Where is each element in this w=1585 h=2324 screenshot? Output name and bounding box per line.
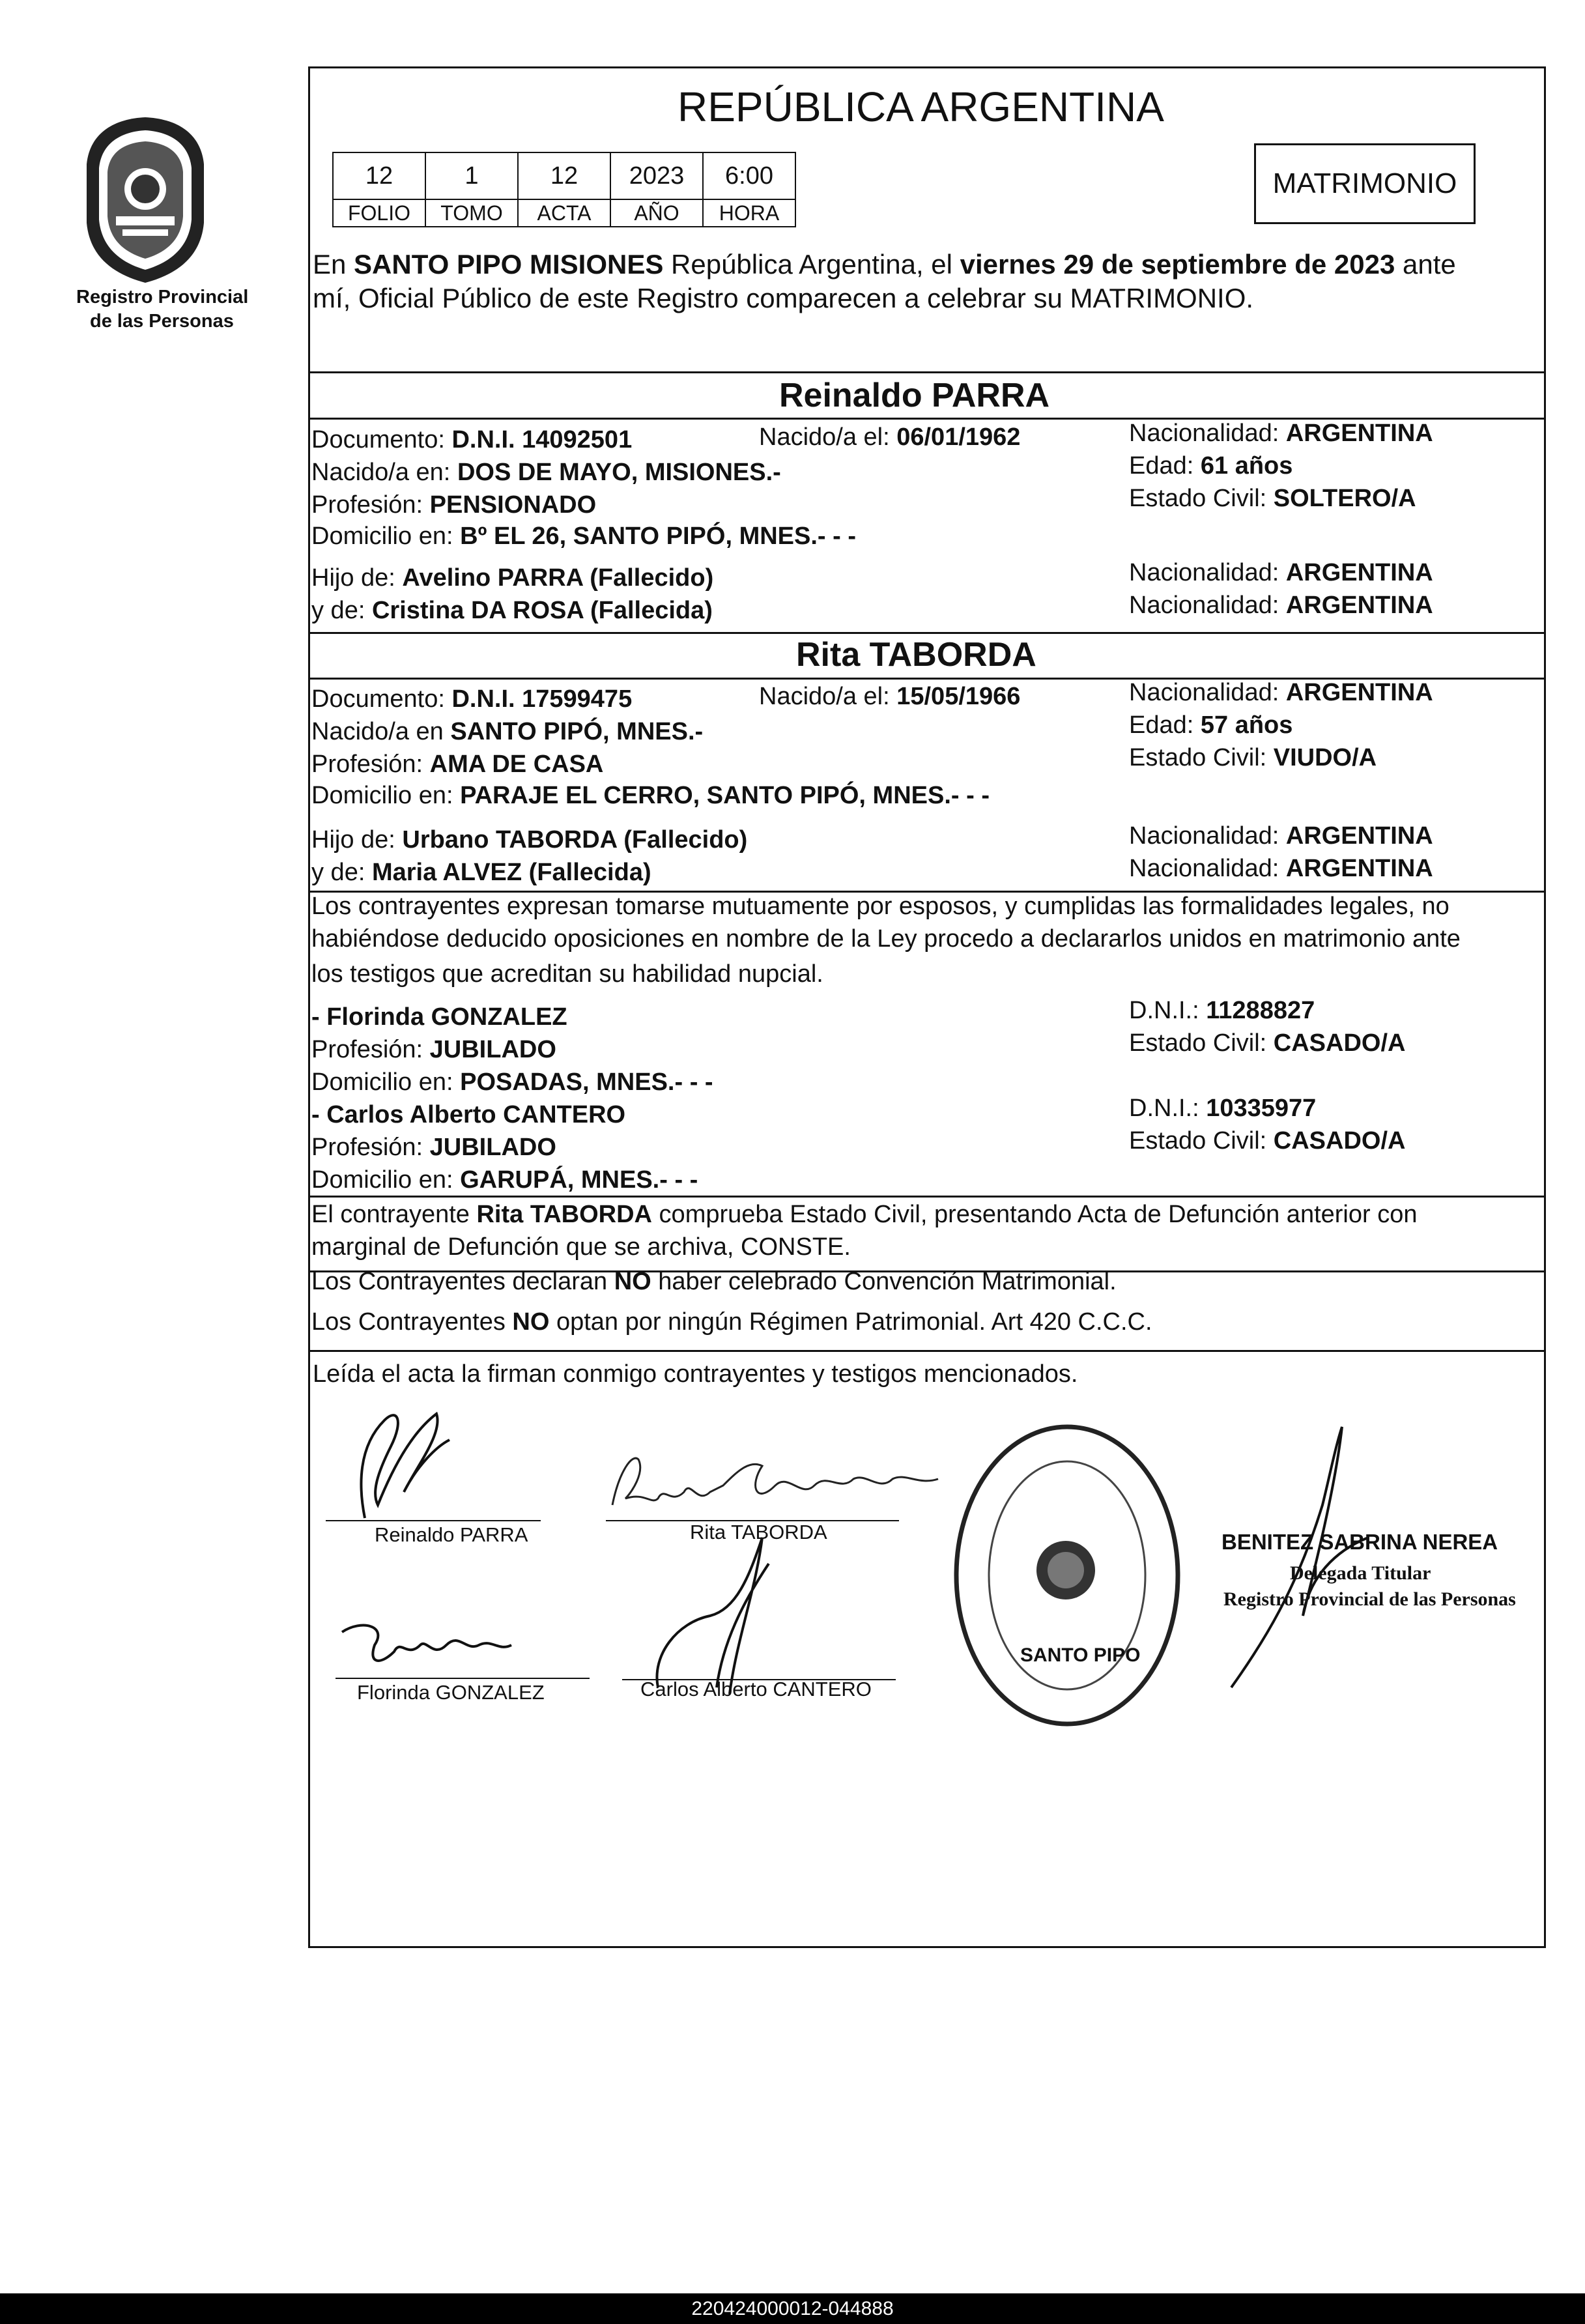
civil-value: CASADO/A: [1273, 1127, 1406, 1155]
registry-stamp-icon: [950, 1419, 1184, 1732]
spouse1-nac: [1129, 420, 1433, 448]
nac-label: Nacionalidad:: [1129, 420, 1279, 447]
spouse2-place: [311, 718, 703, 747]
civil-value: SOLTERO/A: [1273, 485, 1416, 512]
mother-value: Maria ALVEZ (Fallecida): [371, 859, 651, 886]
intro-date: viernes 29 de septiembre de 2023: [960, 249, 1395, 280]
regime-no: NO: [512, 1308, 550, 1336]
page-title: REPÚBLICA ARGENTINA: [678, 83, 1164, 130]
spouse2-age: [1129, 711, 1292, 740]
place-value: DOS DE MAYO, MISIONES.-: [457, 459, 781, 486]
spouse2-civil: [1129, 744, 1377, 773]
regime-line2: [311, 1308, 1152, 1337]
folio-label: FOLIO: [333, 199, 425, 227]
divider-closing: [310, 1350, 1544, 1352]
place-label: Nacido/a en: [311, 718, 444, 745]
intro-place: SANTO PIPO MISIONES: [354, 249, 664, 280]
note-text-a: El contrayente: [311, 1201, 477, 1228]
mother-value: Cristina DA ROSA (Fallecida): [371, 597, 713, 624]
witness2-dom: [311, 1166, 698, 1195]
spouse2-nac: [1129, 679, 1433, 708]
note-name: Rita TABORDA: [476, 1201, 652, 1228]
age-value: 61 años: [1200, 452, 1293, 480]
intro-line2: mí, Oficial Público de este Registro comparecen a celebrar su MATRIMONIO.: [313, 283, 1254, 313]
born-value: 06/01/1962: [896, 423, 1021, 451]
nac-value: ARGENTINA: [1285, 855, 1433, 882]
declaration-line1: Los contrayentes expresan tomarse mutuamente por esposos, y cumplidas las formalidades legales, no: [311, 893, 1449, 920]
civil-label: Estado Civil:: [1129, 485, 1267, 512]
logo-caption-line1: Registro Provincial: [76, 287, 249, 308]
note-line2: marginal de Defunción que se archiva, CONSTE.: [311, 1233, 851, 1261]
nac-value: ARGENTINA: [1285, 822, 1433, 850]
acta-label: ACTA: [518, 199, 610, 227]
province-seal-icon: [77, 112, 214, 288]
civil-label: Estado Civil:: [1129, 1127, 1267, 1155]
prof-value: AMA DE CASA: [429, 751, 604, 778]
official-org: Registro Provincial de las Personas: [1223, 1588, 1516, 1610]
doc-label: Documento:: [311, 685, 445, 713]
witness2-name: - Carlos Alberto CANTERO: [311, 1101, 626, 1128]
doc-label: Documento:: [311, 426, 445, 453]
mother-label: y de:: [311, 597, 365, 624]
dom-value: Bº EL 26, SANTO PIPÓ, MNES.- - -: [460, 523, 857, 550]
divider-spouse2: [310, 632, 1544, 634]
anio-label: AÑO: [610, 199, 703, 227]
regime-text-d: optan por ningún Régimen Patrimonial. Art 420 C.C.C.: [549, 1308, 1152, 1336]
stamp-place: SANTO PIPO: [1020, 1644, 1141, 1666]
age-label: Edad:: [1129, 711, 1194, 739]
civil-value: CASADO/A: [1273, 1029, 1406, 1057]
dom-label: Domicilio en:: [311, 1069, 453, 1096]
witness1-name: - Florinda GONZALEZ: [311, 1003, 567, 1031]
nac-value: ARGENTINA: [1285, 420, 1433, 447]
logo-caption-line2: de las Personas: [90, 311, 234, 332]
closing-text: Leída el acta la firman conmigo contrayentes y testigos mencionados.: [313, 1360, 1078, 1388]
spouse1-age: [1129, 452, 1292, 481]
spouse2-born: [759, 683, 1020, 711]
prof-value: PENSIONADO: [429, 491, 597, 519]
dom-label: Domicilio en:: [311, 782, 453, 809]
doc-value: D.N.I. 17599475: [451, 685, 633, 713]
nac-label: Nacionalidad:: [1129, 559, 1279, 586]
dom-value: POSADAS, MNES.- - -: [460, 1069, 713, 1096]
doc-value: D.N.I. 14092501: [451, 426, 633, 453]
spouse1-place: [311, 459, 781, 487]
nac-label: Nacionalidad:: [1129, 679, 1279, 706]
dom-label: Domicilio en:: [311, 523, 453, 550]
signature-label-s2: Rita TABORDA: [690, 1521, 827, 1543]
tomo-value: 1: [425, 152, 518, 199]
dni-label: D.N.I.:: [1129, 997, 1199, 1024]
mother-label: y de:: [311, 859, 365, 886]
age-label: Edad:: [1129, 452, 1194, 480]
intro-text-c: ante: [1395, 249, 1456, 280]
prof-label: Profesión:: [311, 1134, 423, 1161]
anio-value: 2023: [610, 152, 703, 199]
father-label: Hijo de:: [311, 564, 395, 592]
hora-label: HORA: [703, 199, 795, 227]
note-line1: [311, 1201, 1417, 1229]
divider-note: [310, 1196, 1544, 1198]
signature-label-s4: Carlos Alberto CANTERO: [640, 1678, 872, 1700]
nac-label: Nacionalidad:: [1129, 822, 1279, 850]
nac-label: Nacionalidad:: [1129, 592, 1279, 619]
intro-text-b: República Argentina, el: [663, 249, 960, 280]
witness1-civil: [1129, 1029, 1405, 1058]
intro-text-a: En: [313, 249, 354, 280]
prof-label: Profesión:: [311, 491, 423, 519]
regime-line1: [311, 1268, 1117, 1297]
intro-line1: [313, 249, 1456, 280]
spouse1-civil: [1129, 485, 1416, 513]
registry-logo: [77, 112, 214, 288]
witness1-dni: [1129, 997, 1315, 1026]
spouse2-mother: [311, 859, 651, 887]
acta-value: 12: [518, 152, 610, 199]
nac-value: ARGENTINA: [1285, 559, 1433, 586]
spouse2-father-nac: [1129, 822, 1433, 851]
spouse1-father: [311, 564, 713, 593]
place-value: SANTO PIPÓ, MNES.-: [450, 718, 704, 745]
declaration-line2: habiéndose deducido oposiciones en nombre de la Ley procedo a declararlos unidos en matrimonio ante: [311, 925, 1461, 953]
witness1-dom: [311, 1069, 713, 1097]
signature-line-s1: [326, 1520, 541, 1521]
official-role: Delegada Titular: [1290, 1562, 1431, 1584]
declaration-line3: los testigos que acreditan su habilidad nupcial.: [311, 960, 823, 988]
father-value: Urbano TABORDA (Fallecido): [402, 826, 748, 854]
dom-value: GARUPÁ, MNES.- - -: [460, 1166, 698, 1194]
tomo-label: TOMO: [425, 199, 518, 227]
folio-value: 12: [333, 152, 425, 199]
born-value: 15/05/1966: [896, 683, 1021, 710]
signature-label-s3: Florinda GONZALEZ: [357, 1681, 545, 1704]
civil-label: Estado Civil:: [1129, 1029, 1267, 1057]
spouse2-dom: [311, 782, 990, 811]
regime-text-a: Los Contrayentes declaran: [311, 1268, 614, 1295]
spouse2-mother-nac: [1129, 855, 1433, 883]
spouse1-name: Reinaldo PARRA: [779, 377, 1050, 414]
regime-text-c: Los Contrayentes: [311, 1308, 513, 1336]
spouse1-mother-nac: [1129, 592, 1433, 620]
prof-value: JUBILADO: [429, 1036, 556, 1063]
document-id-footer: [0, 2293, 1585, 2324]
signature-label-s1: Reinaldo PARRA: [375, 1523, 528, 1546]
prof-label: Profesión:: [311, 1036, 423, 1063]
spouse1-father-nac: [1129, 559, 1433, 588]
place-label: Nacido/a en:: [311, 459, 451, 486]
signature-carlos-icon: [638, 1525, 795, 1700]
spouse2-father: [311, 826, 747, 855]
signature-reinaldo-icon: [339, 1394, 482, 1525]
official-name: BENITEZ SABRINA NEREA: [1221, 1530, 1498, 1554]
note-text-b: comprueba Estado Civil, presentando Acta de Defunción anterior con: [652, 1201, 1418, 1228]
spouse2-doc: [311, 685, 632, 714]
civil-value: VIUDO/A: [1273, 744, 1377, 771]
spouse2-name: Rita TABORDA: [796, 636, 1036, 674]
regime-text-b: haber celebrado Convención Matrimonial.: [651, 1268, 1117, 1295]
witness1-prof: [311, 1036, 556, 1065]
father-label: Hijo de:: [311, 826, 395, 854]
act-type: MATRIMONIO: [1272, 167, 1457, 199]
act-type-box: [1254, 143, 1476, 224]
hora-value: 6:00: [703, 152, 795, 199]
spouse1-dom: [311, 523, 856, 551]
dni-value: 11288827: [1206, 997, 1315, 1024]
record-fields-table: [332, 152, 796, 227]
spouse1-doc: [311, 426, 632, 455]
nac-value: ARGENTINA: [1285, 679, 1433, 706]
father-value: Avelino PARRA (Fallecido): [402, 564, 714, 592]
witness2-civil: [1129, 1127, 1405, 1156]
dom-label: Domicilio en:: [311, 1166, 453, 1194]
divider-header: [310, 371, 1544, 373]
civil-label: Estado Civil:: [1129, 744, 1267, 771]
born-label: Nacido/a el:: [759, 423, 890, 451]
signature-line-s3: [336, 1678, 590, 1679]
regime-no: NO: [614, 1268, 651, 1295]
age-value: 57 años: [1200, 711, 1293, 739]
official-signature-icon: [1225, 1420, 1394, 1694]
witness2-dni: [1129, 1095, 1316, 1123]
signature-florinda-icon: [336, 1606, 518, 1678]
footer-id: 220424000012-044888: [691, 2298, 894, 2319]
dni-value: 10335977: [1206, 1095, 1317, 1122]
spouse1-mother: [311, 597, 713, 625]
nac-label: Nacionalidad:: [1129, 855, 1279, 882]
dom-value: PARAJE EL CERRO, SANTO PIPÓ, MNES.- - -: [460, 782, 990, 809]
dni-label: D.N.I.:: [1129, 1095, 1199, 1122]
prof-label: Profesión:: [311, 751, 423, 778]
prof-value: JUBILADO: [429, 1134, 556, 1161]
born-label: Nacido/a el:: [759, 683, 890, 710]
spouse2-prof: [311, 751, 603, 779]
signature-rita-icon: [606, 1446, 945, 1525]
spouse1-born: [759, 423, 1020, 452]
nac-value: ARGENTINA: [1285, 592, 1433, 619]
witness2-prof: [311, 1134, 556, 1162]
spouse1-prof: [311, 491, 596, 520]
